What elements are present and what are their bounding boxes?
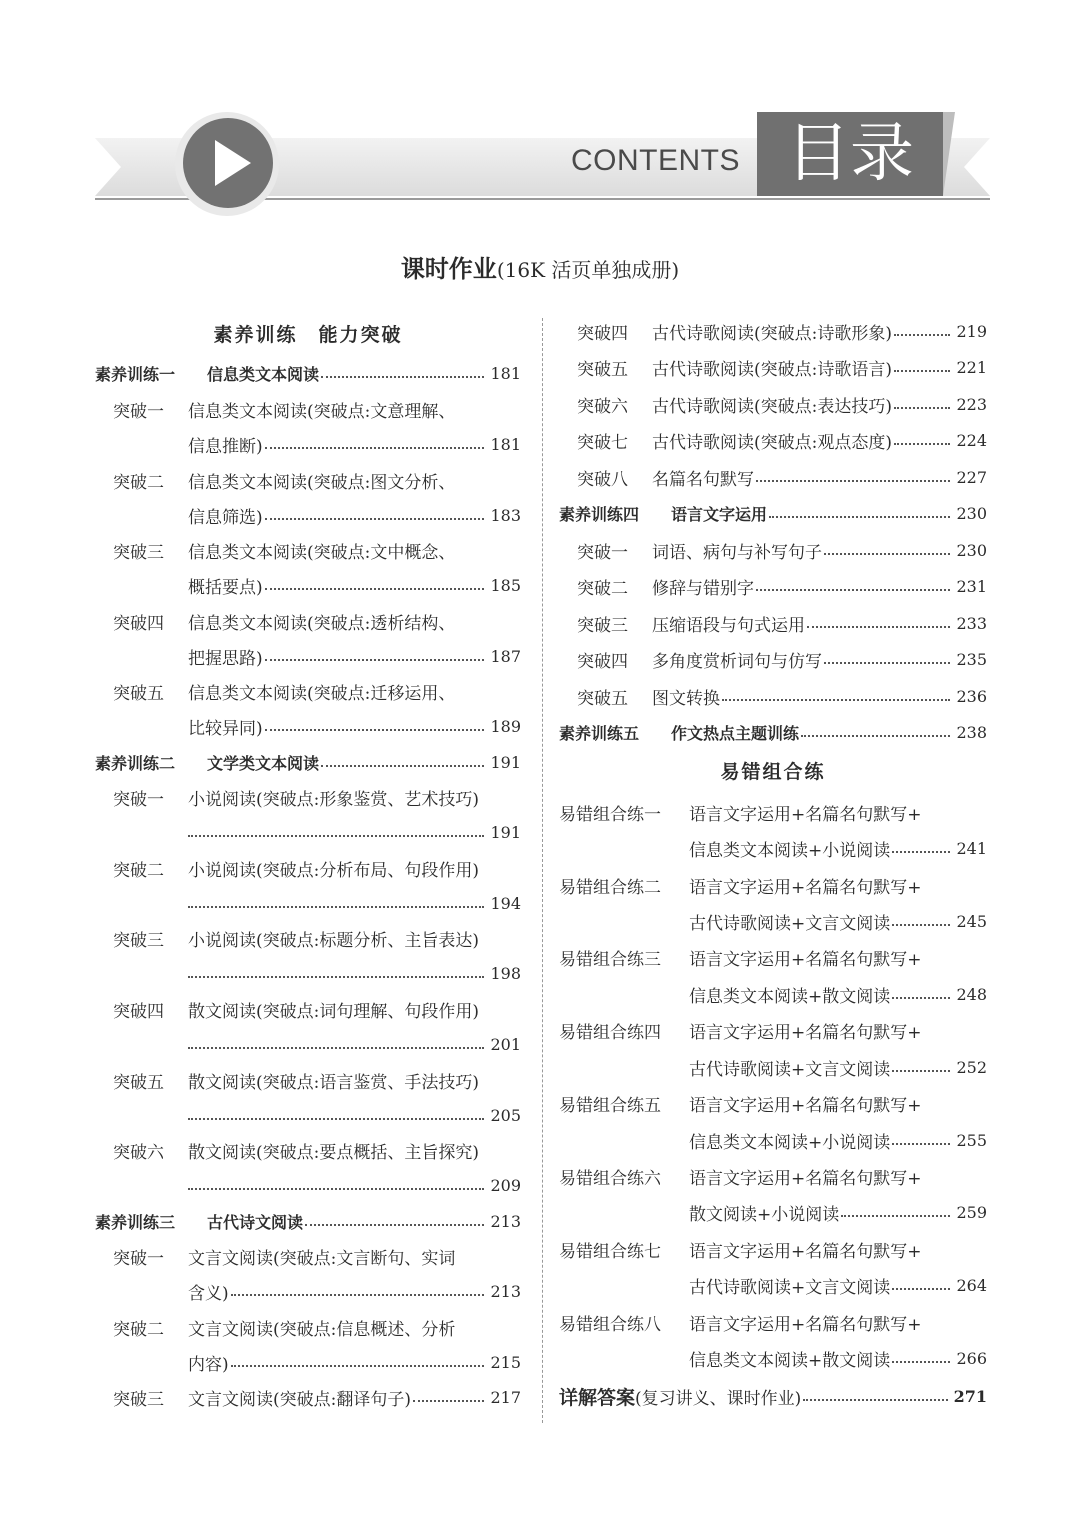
- combo-title: 语言文字运用+名篇名句默写+: [689, 1095, 922, 1116]
- leader-dots: [807, 626, 950, 628]
- item-title: 信息类文本阅读(突破点:迁移运用、: [188, 683, 456, 704]
- leader-dots: [756, 589, 950, 591]
- page-number: 252: [956, 1057, 987, 1077]
- page-number: 221: [956, 357, 987, 377]
- toc-item-2-6[interactable]: [95, 1135, 521, 1165]
- combo-title-cont: 古代诗歌阅读+文言文阅读: [689, 913, 891, 934]
- leader-dots: [321, 376, 484, 378]
- item-label: 突破四: [577, 323, 628, 344]
- leader-dots: [231, 1365, 485, 1367]
- toc-item-4-1[interactable]: [559, 535, 987, 565]
- toc-item-1-1[interactable]: [95, 394, 521, 424]
- leader-dots: [722, 699, 950, 701]
- item-title-cont: 信息筛选): [188, 507, 263, 528]
- toc-item-1-3[interactable]: [95, 535, 521, 565]
- toc-combo-7[interactable]: [559, 1234, 987, 1264]
- page-number: 185: [490, 575, 521, 595]
- toc-item-2-2[interactable]: [95, 853, 521, 883]
- item-title-cont: 把握思路): [188, 648, 263, 669]
- combo-title-cont: 信息类文本阅读+小说阅读: [689, 1132, 891, 1153]
- page-number: 264: [956, 1275, 987, 1295]
- item-title: 信息类文本阅读(突破点:文意理解、: [188, 401, 456, 422]
- leader-dots: [801, 735, 950, 737]
- toc-combo-7-cont[interactable]: [559, 1270, 987, 1300]
- section-label: 素养训练二: [95, 753, 176, 773]
- item-title-cont: 比较异同): [188, 718, 263, 739]
- combo-title: 语言文字运用+名篇名句默写+: [689, 949, 922, 970]
- page-number: 181: [490, 363, 521, 383]
- leader-dots: [824, 662, 950, 664]
- toc-item-2-2-cont[interactable]: [95, 888, 521, 918]
- contents-label: CONTENTS: [571, 144, 740, 177]
- item-title: 小说阅读(突破点:分析布局、句段作用): [188, 860, 479, 881]
- page-number: 224: [956, 430, 987, 450]
- leader-dots: [265, 729, 485, 731]
- leader-dots: [188, 1047, 484, 1049]
- mulu-title: 目录: [786, 117, 914, 191]
- leader-dots: [892, 1361, 950, 1363]
- toc-answers[interactable]: [559, 1381, 987, 1411]
- section-label: 素养训练四: [559, 504, 640, 524]
- page-number: 191: [490, 752, 521, 772]
- combo-title-cont: 信息类文本阅读+小说阅读: [689, 840, 891, 861]
- toc-section-3[interactable]: [95, 1206, 521, 1236]
- item-title: 古代诗歌阅读(突破点:表达技巧): [652, 396, 892, 417]
- toc-item-4-2[interactable]: [559, 571, 987, 601]
- page-number: 191: [490, 822, 521, 842]
- item-title: 古代诗歌阅读(突破点:观点态度): [652, 432, 892, 453]
- page-number: 213: [490, 1281, 521, 1301]
- answers-note: (复习讲义、课时作业): [635, 1388, 802, 1409]
- leader-dots: [892, 924, 950, 926]
- page-number: 189: [490, 716, 521, 736]
- column-divider: [542, 318, 543, 1423]
- item-title: 小说阅读(突破点:形象鉴赏、艺术技巧): [188, 789, 479, 810]
- combo-label: 易错组合练八: [559, 1314, 661, 1335]
- toc-left-column: [95, 0, 521, 1515]
- leader-dots: [894, 407, 950, 409]
- toc-item-3-5[interactable]: [559, 352, 987, 382]
- page-number: 255: [956, 1130, 987, 1150]
- toc-item-1-4-cont[interactable]: [95, 641, 521, 671]
- item-title: 词语、病句与补写句子: [652, 542, 822, 563]
- combo-title: 语言文字运用+名篇名句默写+: [689, 1022, 922, 1043]
- item-title: 多角度赏析词句与仿写: [652, 651, 822, 672]
- item-label: 突破二: [577, 578, 628, 599]
- toc-item-2-5[interactable]: [95, 1065, 521, 1095]
- toc-right-column: [559, 0, 987, 1515]
- item-label: 突破二: [113, 472, 164, 493]
- toc-item-4-4[interactable]: [559, 644, 987, 674]
- leader-dots: [894, 370, 950, 372]
- leader-dots: [841, 1215, 950, 1217]
- toc-item-4-5[interactable]: [559, 681, 987, 711]
- item-label: 突破三: [113, 1389, 164, 1410]
- page-number: 209: [490, 1175, 521, 1195]
- toc-section-1[interactable]: [95, 358, 521, 388]
- page-number: 201: [490, 1034, 521, 1054]
- combo-title-cont: 古代诗歌阅读+文言文阅读: [689, 1059, 891, 1080]
- toc-item-1-3-cont[interactable]: [95, 570, 521, 600]
- toc-item-2-1-cont[interactable]: [95, 817, 521, 847]
- section-title: 信息类文本阅读: [207, 364, 320, 384]
- combo-label: 易错组合练一: [559, 804, 661, 825]
- item-label: 突破六: [113, 1142, 164, 1163]
- page-number: 227: [956, 467, 987, 487]
- toc-combo-4[interactable]: [559, 1015, 987, 1045]
- combo-title-cont: 信息类文本阅读+散文阅读: [689, 986, 891, 1007]
- item-label: 突破八: [577, 469, 628, 490]
- page-number: 213: [490, 1211, 521, 1231]
- leader-dots: [188, 906, 484, 908]
- section-title: 作文热点主题训练: [671, 723, 800, 743]
- toc-item-2-5-cont[interactable]: [95, 1100, 521, 1130]
- leader-dots: [894, 334, 950, 336]
- combo-title: 语言文字运用+名篇名句默写+: [689, 1241, 922, 1262]
- toc-combo-3-cont[interactable]: [559, 979, 987, 1009]
- combo-label: 易错组合练七: [559, 1241, 661, 1262]
- item-label: 突破二: [113, 1319, 164, 1340]
- page-number: 238: [956, 722, 987, 742]
- item-title: 古代诗歌阅读(突破点:诗歌形象): [652, 323, 892, 344]
- leader-dots: [892, 1143, 950, 1145]
- item-title: 信息类文本阅读(突破点:透析结构、: [188, 613, 456, 634]
- toc-item-3-6[interactable]: [559, 389, 987, 419]
- toc-item-1-1-cont[interactable]: [95, 429, 521, 459]
- page-number: 245: [956, 911, 987, 931]
- item-label: 突破五: [113, 683, 164, 704]
- page-number: 271: [953, 1386, 987, 1406]
- item-label: 突破四: [113, 613, 164, 634]
- leader-dots: [188, 1188, 484, 1190]
- toc-item-3-7[interactable]: [559, 425, 987, 455]
- item-title: 信息类文本阅读(突破点:文中概念、: [188, 542, 456, 563]
- toc-item-3-8[interactable]: [559, 462, 987, 492]
- toc-item-2-4[interactable]: [95, 994, 521, 1024]
- item-label: 突破一: [577, 542, 628, 563]
- toc-combo-8-cont[interactable]: [559, 1343, 987, 1373]
- leader-dots: [188, 835, 484, 837]
- toc-item-2-4-cont[interactable]: [95, 1029, 521, 1059]
- page-number: 266: [956, 1348, 987, 1368]
- combo-title-cont: 散文阅读+小说阅读: [689, 1204, 840, 1225]
- page-number: 181: [490, 434, 521, 454]
- toc-item-3-3[interactable]: [95, 1382, 521, 1412]
- page-number: 217: [490, 1387, 521, 1407]
- item-label: 突破四: [113, 1001, 164, 1022]
- combo-title-cont: 古代诗歌阅读+文言文阅读: [689, 1277, 891, 1298]
- group-title-suyang: 素养训练 能力突破: [213, 324, 403, 346]
- item-title: 修辞与错别字: [652, 578, 754, 599]
- leader-dots: [894, 443, 950, 445]
- toc-item-3-2-cont[interactable]: [95, 1347, 521, 1377]
- section-title: 古代诗文阅读: [207, 1212, 304, 1232]
- toc-section-5[interactable]: [559, 717, 987, 747]
- page-number: 230: [956, 540, 987, 560]
- toc-combo-2-cont[interactable]: [559, 906, 987, 936]
- leader-dots: [892, 997, 950, 999]
- item-title: 名篇名句默写: [652, 469, 754, 490]
- item-label: 突破五: [577, 359, 628, 380]
- item-title-cont: 内容): [188, 1354, 229, 1375]
- leader-dots: [824, 553, 950, 555]
- toc-section-4[interactable]: [559, 498, 987, 528]
- item-label: 突破六: [577, 396, 628, 417]
- item-title-cont: 信息推断): [188, 436, 263, 457]
- leader-dots: [305, 1224, 484, 1226]
- toc-combo-2[interactable]: [559, 870, 987, 900]
- page-number: 248: [956, 984, 987, 1004]
- page-number: 233: [956, 613, 987, 633]
- leader-dots: [265, 659, 485, 661]
- combo-label: 易错组合练五: [559, 1095, 661, 1116]
- item-title: 图文转换: [652, 688, 720, 709]
- item-label: 突破一: [113, 401, 164, 422]
- page-number: 187: [490, 646, 521, 666]
- page-number: 231: [956, 576, 987, 596]
- toc-item-1-2[interactable]: [95, 465, 521, 495]
- combo-title: 语言文字运用+名篇名句默写+: [689, 804, 922, 825]
- item-label: 突破三: [577, 615, 628, 636]
- item-title-cont: 概括要点): [188, 577, 263, 598]
- section-title: 文学类文本阅读: [207, 753, 320, 773]
- leader-dots: [321, 765, 484, 767]
- item-title: 信息类文本阅读(突破点:图文分析、: [188, 472, 456, 493]
- page-number: 183: [490, 505, 521, 525]
- subtitle-note: (16K 活页单独成册): [496, 258, 680, 282]
- toc-item-1-5[interactable]: [95, 676, 521, 706]
- item-label: 突破三: [113, 542, 164, 563]
- toc-combo-5[interactable]: [559, 1088, 987, 1118]
- toc-item-3-1-cont[interactable]: [95, 1276, 521, 1306]
- combo-title: 语言文字运用+名篇名句默写+: [689, 1314, 922, 1335]
- item-title: 小说阅读(突破点:标题分析、主旨表达): [188, 930, 479, 951]
- page-number: 215: [490, 1352, 521, 1372]
- toc-item-1-2-cont[interactable]: [95, 500, 521, 530]
- item-label: 突破五: [113, 1072, 164, 1093]
- item-title-cont: 含义): [188, 1283, 229, 1304]
- leader-dots: [265, 447, 485, 449]
- item-title: 古代诗歌阅读(突破点:诗歌语言): [652, 359, 892, 380]
- toc-combo-3[interactable]: [559, 942, 987, 972]
- answers-title: [559, 1383, 801, 1410]
- page-number: 194: [490, 893, 521, 913]
- toc-item-3-4[interactable]: [559, 316, 987, 346]
- page-number: 198: [490, 963, 521, 983]
- toc-item-1-4[interactable]: [95, 606, 521, 636]
- answers-main: 详解答案: [559, 1386, 636, 1409]
- toc-item-3-1[interactable]: [95, 1241, 521, 1271]
- combo-title: 语言文字运用+名篇名句默写+: [689, 877, 922, 898]
- page-number: 259: [956, 1202, 987, 1222]
- section-label: 素养训练三: [95, 1212, 176, 1232]
- leader-dots: [756, 480, 950, 482]
- leader-dots: [231, 1294, 485, 1296]
- toc-combo-8[interactable]: [559, 1307, 987, 1337]
- toc-combo-6-cont[interactable]: [559, 1197, 987, 1227]
- leader-dots: [265, 588, 485, 590]
- item-title: 文言文阅读(突破点:文言断句、实词: [188, 1248, 456, 1269]
- leader-dots: [188, 1118, 484, 1120]
- toc-item-2-3[interactable]: [95, 923, 521, 953]
- page-number: 235: [956, 649, 987, 669]
- group-title-yicuo: 易错组合练: [720, 761, 826, 783]
- combo-title: 语言文字运用+名篇名句默写+: [689, 1168, 922, 1189]
- item-label: 突破四: [577, 651, 628, 672]
- toc-combo-4-cont[interactable]: [559, 1052, 987, 1082]
- subtitle-main: 课时作业: [400, 255, 497, 283]
- leader-dots: [413, 1400, 484, 1402]
- item-label: 突破五: [577, 688, 628, 709]
- section-label: 素养训练一: [95, 364, 176, 384]
- item-label: 突破三: [113, 930, 164, 951]
- section-label: 素养训练五: [559, 723, 640, 743]
- toc-combo-1[interactable]: [559, 797, 987, 827]
- toc-combo-5-cont[interactable]: [559, 1125, 987, 1155]
- toc-section-2[interactable]: [95, 747, 521, 777]
- page-number: 223: [956, 394, 987, 414]
- toc-combo-1-cont[interactable]: [559, 833, 987, 863]
- item-title: 压缩语段与句式运用: [652, 615, 805, 636]
- leader-dots: [892, 1070, 950, 1072]
- page-number: 230: [956, 503, 987, 523]
- page-number: 236: [956, 686, 987, 706]
- item-title: 文言文阅读(突破点:翻译句子): [188, 1389, 411, 1410]
- combo-title-cont: 信息类文本阅读+散文阅读: [689, 1350, 891, 1371]
- toc-item-2-1[interactable]: [95, 782, 521, 812]
- toc-item-3-2[interactable]: [95, 1312, 521, 1342]
- item-title: 散文阅读(突破点:词句理解、句段作用): [188, 1001, 479, 1022]
- toc-item-2-6-cont[interactable]: [95, 1170, 521, 1200]
- item-label: 突破二: [113, 860, 164, 881]
- leader-dots: [188, 976, 484, 978]
- combo-label: 易错组合练三: [559, 949, 661, 970]
- leader-dots: [803, 1399, 947, 1401]
- item-label: 突破一: [113, 789, 164, 810]
- page-number: 205: [490, 1105, 521, 1125]
- combo-label: 易错组合练六: [559, 1168, 661, 1189]
- toc-item-1-5-cont[interactable]: [95, 711, 521, 741]
- toc-item-2-3-cont[interactable]: [95, 958, 521, 988]
- item-label: 突破一: [113, 1248, 164, 1269]
- toc-item-4-3[interactable]: [559, 608, 987, 638]
- toc-combo-6[interactable]: [559, 1161, 987, 1191]
- leader-dots: [892, 851, 950, 853]
- item-label: 突破七: [577, 432, 628, 453]
- combo-label: 易错组合练四: [559, 1022, 661, 1043]
- section-title: 语言文字运用: [671, 504, 768, 524]
- combo-label: 易错组合练二: [559, 877, 661, 898]
- leader-dots: [892, 1288, 950, 1290]
- item-title: 散文阅读(突破点:语言鉴赏、手法技巧): [188, 1072, 479, 1093]
- page-number: 219: [956, 321, 987, 341]
- item-title: 散文阅读(突破点:要点概括、主旨探究): [188, 1142, 479, 1163]
- leader-dots: [265, 518, 485, 520]
- item-title: 文言文阅读(突破点:信息概述、分析: [188, 1319, 456, 1340]
- page-number: 241: [956, 838, 987, 858]
- leader-dots: [769, 516, 950, 518]
